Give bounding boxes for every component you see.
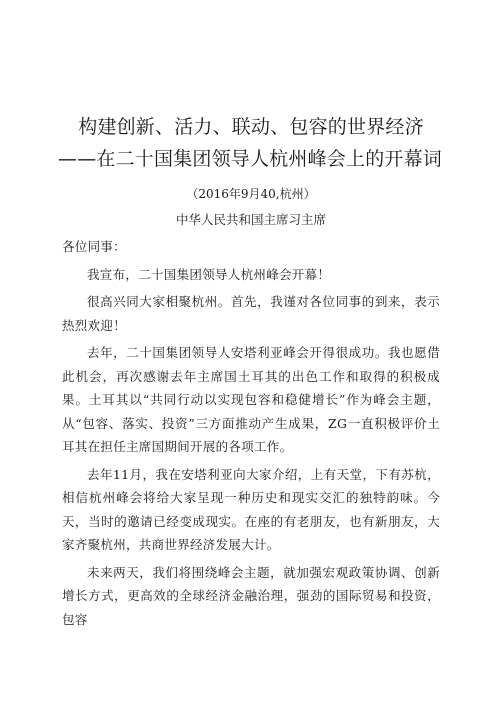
paragraph: 很高兴同大家相聚杭州。首先，我谨对各位同事的到来，表示热烈欢迎！ [62, 294, 440, 333]
paragraph: 未来两天，我们将围绕峰会主题，就加强宏观政策协调、创新增长方式，更高效的全球经济金融治理，强劲的国际贸易和投资，包容 [62, 564, 440, 627]
speech-author: 中华人民共和国主席习主席 [175, 212, 326, 227]
salutation: 各位同事： [62, 239, 127, 254]
document-title-line2: ——在二十国集团领导人杭州峰会上的开幕词 [58, 148, 443, 170]
document-title-line1: 构建创新、活力、联动、包容的世界经济 [78, 116, 424, 138]
paragraph: 去年，二十国集团领导人安塔利亚峰会开得很成功。我也愿借此机会，再次感谢去年主席国土耳其的出色工作和取得的积极成果。土耳其以“共同行动以实现包容和稳健增长”作为峰会主题，从“包容、落实、投资”三方面推动产生成果，ZG一直积极评价土耳其在担任主席国期间开展的各项工作。 [62, 345, 440, 454]
paragraph: 去年11月，我在安塔利亚向大家介绍，上有天堂，下有苏杭，相信杭州峰会将给大家呈现一种历史和现实交汇的独特韵味。今天，当时的邀请已经变成现实。在座的有老朋友，也有新朋友，大家齐聚杭州，共商世界经济发展大计。 [62, 466, 440, 552]
speech-date: （2016年9月40,杭州） [186, 187, 316, 201]
paragraph: 我宣布，二十国集团领导人杭州峰会开幕！ [87, 266, 331, 282]
